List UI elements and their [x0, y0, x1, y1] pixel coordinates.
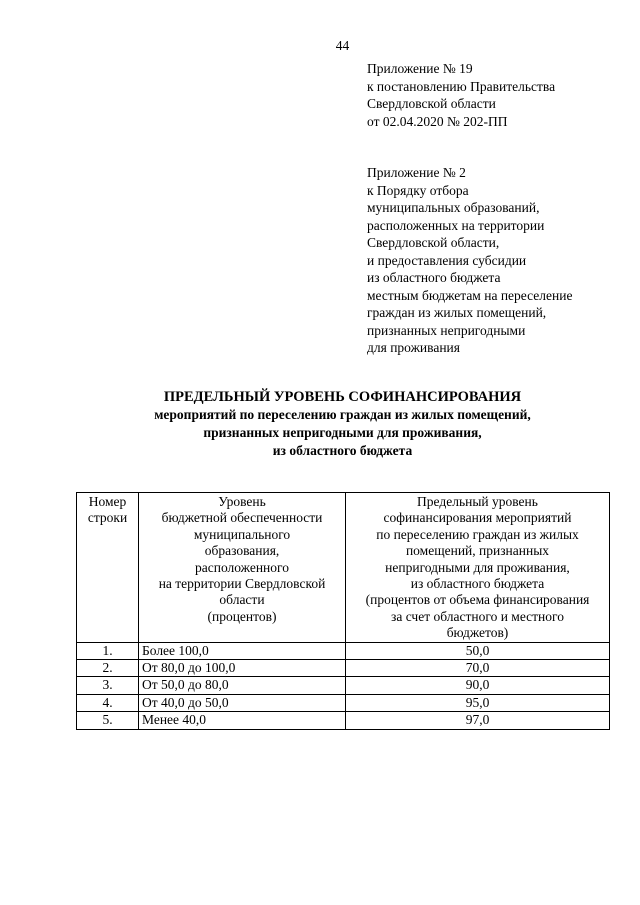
budget-level-cell: Менее 40,0 [139, 712, 346, 729]
table-row [77, 694, 610, 711]
limit-value-cell: 90,0 [346, 677, 610, 694]
appendix-line: признанных непригодными [367, 322, 526, 338]
title-line: признанных непригодными для проживания, [203, 425, 482, 440]
budget-level-cell: От 40,0 до 50,0 [139, 694, 346, 711]
appendix-line: Свердловской области [367, 96, 496, 111]
table-row [77, 660, 610, 677]
table-header-row [77, 493, 610, 643]
appendix-line: для проживания [367, 340, 460, 355]
limit-value-cell: 70,0 [346, 660, 610, 677]
row-number-cell: 4. [77, 694, 139, 711]
appendix-line: к постановлению Правительства [367, 78, 556, 94]
appendix-line: местным бюджетам на переселение [367, 287, 573, 303]
appendix-line: расположенных на территории [367, 217, 545, 233]
page-number: 44 [335, 38, 350, 53]
limit-value-cell: 95,0 [346, 694, 610, 711]
appendix-line: от 02.04.2020 № 202-ПП [367, 113, 508, 129]
appendix-line: к Порядку отбора [367, 182, 469, 198]
appendix-line: Приложение № 2 [367, 165, 466, 180]
title-line: мероприятий по переселению граждан из жилых помещений, [154, 407, 531, 422]
budget-level-cell: От 80,0 до 100,0 [139, 660, 346, 677]
appendix-2-block [367, 164, 572, 357]
cofinancing-table [76, 492, 610, 730]
title-main: ПРЕДЕЛЬНЫЙ УРОВЕНЬ СОФИНАНСИРОВАНИЯ [163, 389, 522, 405]
row-number-cell: 5. [77, 712, 139, 729]
appendix-line: граждан из жилых помещений, [367, 305, 547, 320]
limit-value-cell: 50,0 [346, 642, 610, 659]
appendix-19-block [367, 60, 555, 130]
budget-level-cell: От 50,0 до 80,0 [139, 677, 346, 694]
table-row [77, 642, 610, 659]
row-number-cell: 1. [77, 642, 139, 659]
header-row-number: Номер строки [77, 493, 139, 643]
budget-level-cell: Более 100,0 [139, 642, 346, 659]
title-line: из областного бюджета [272, 443, 413, 458]
table-row [77, 677, 610, 694]
header-budget-level: Уровень бюджетной обеспеченности муниципального образования, расположенного на территории Свердловской области (процентов) [139, 493, 346, 643]
appendix-line: Свердловской области, [367, 235, 500, 250]
row-number-cell: 2. [77, 660, 139, 677]
row-number-cell: 3. [77, 677, 139, 694]
appendix-line: и предоставления субсидии [367, 252, 527, 268]
table-row [77, 712, 610, 729]
appendix-line: муниципальных образований, [367, 200, 540, 215]
appendix-line: из областного бюджета [367, 270, 501, 285]
appendix-line: Приложение № 19 [367, 61, 473, 76]
limit-value-cell: 97,0 [346, 712, 610, 729]
document-title [60, 388, 625, 460]
header-cofinancing-limit: Предельный уровень софинансирования мероприятий по переселению граждан из жилых помещений, признанных непригодными для проживания, из областного бюджета (процентов от объема финансирования за счет областного и местного бюджетов) [346, 493, 610, 643]
